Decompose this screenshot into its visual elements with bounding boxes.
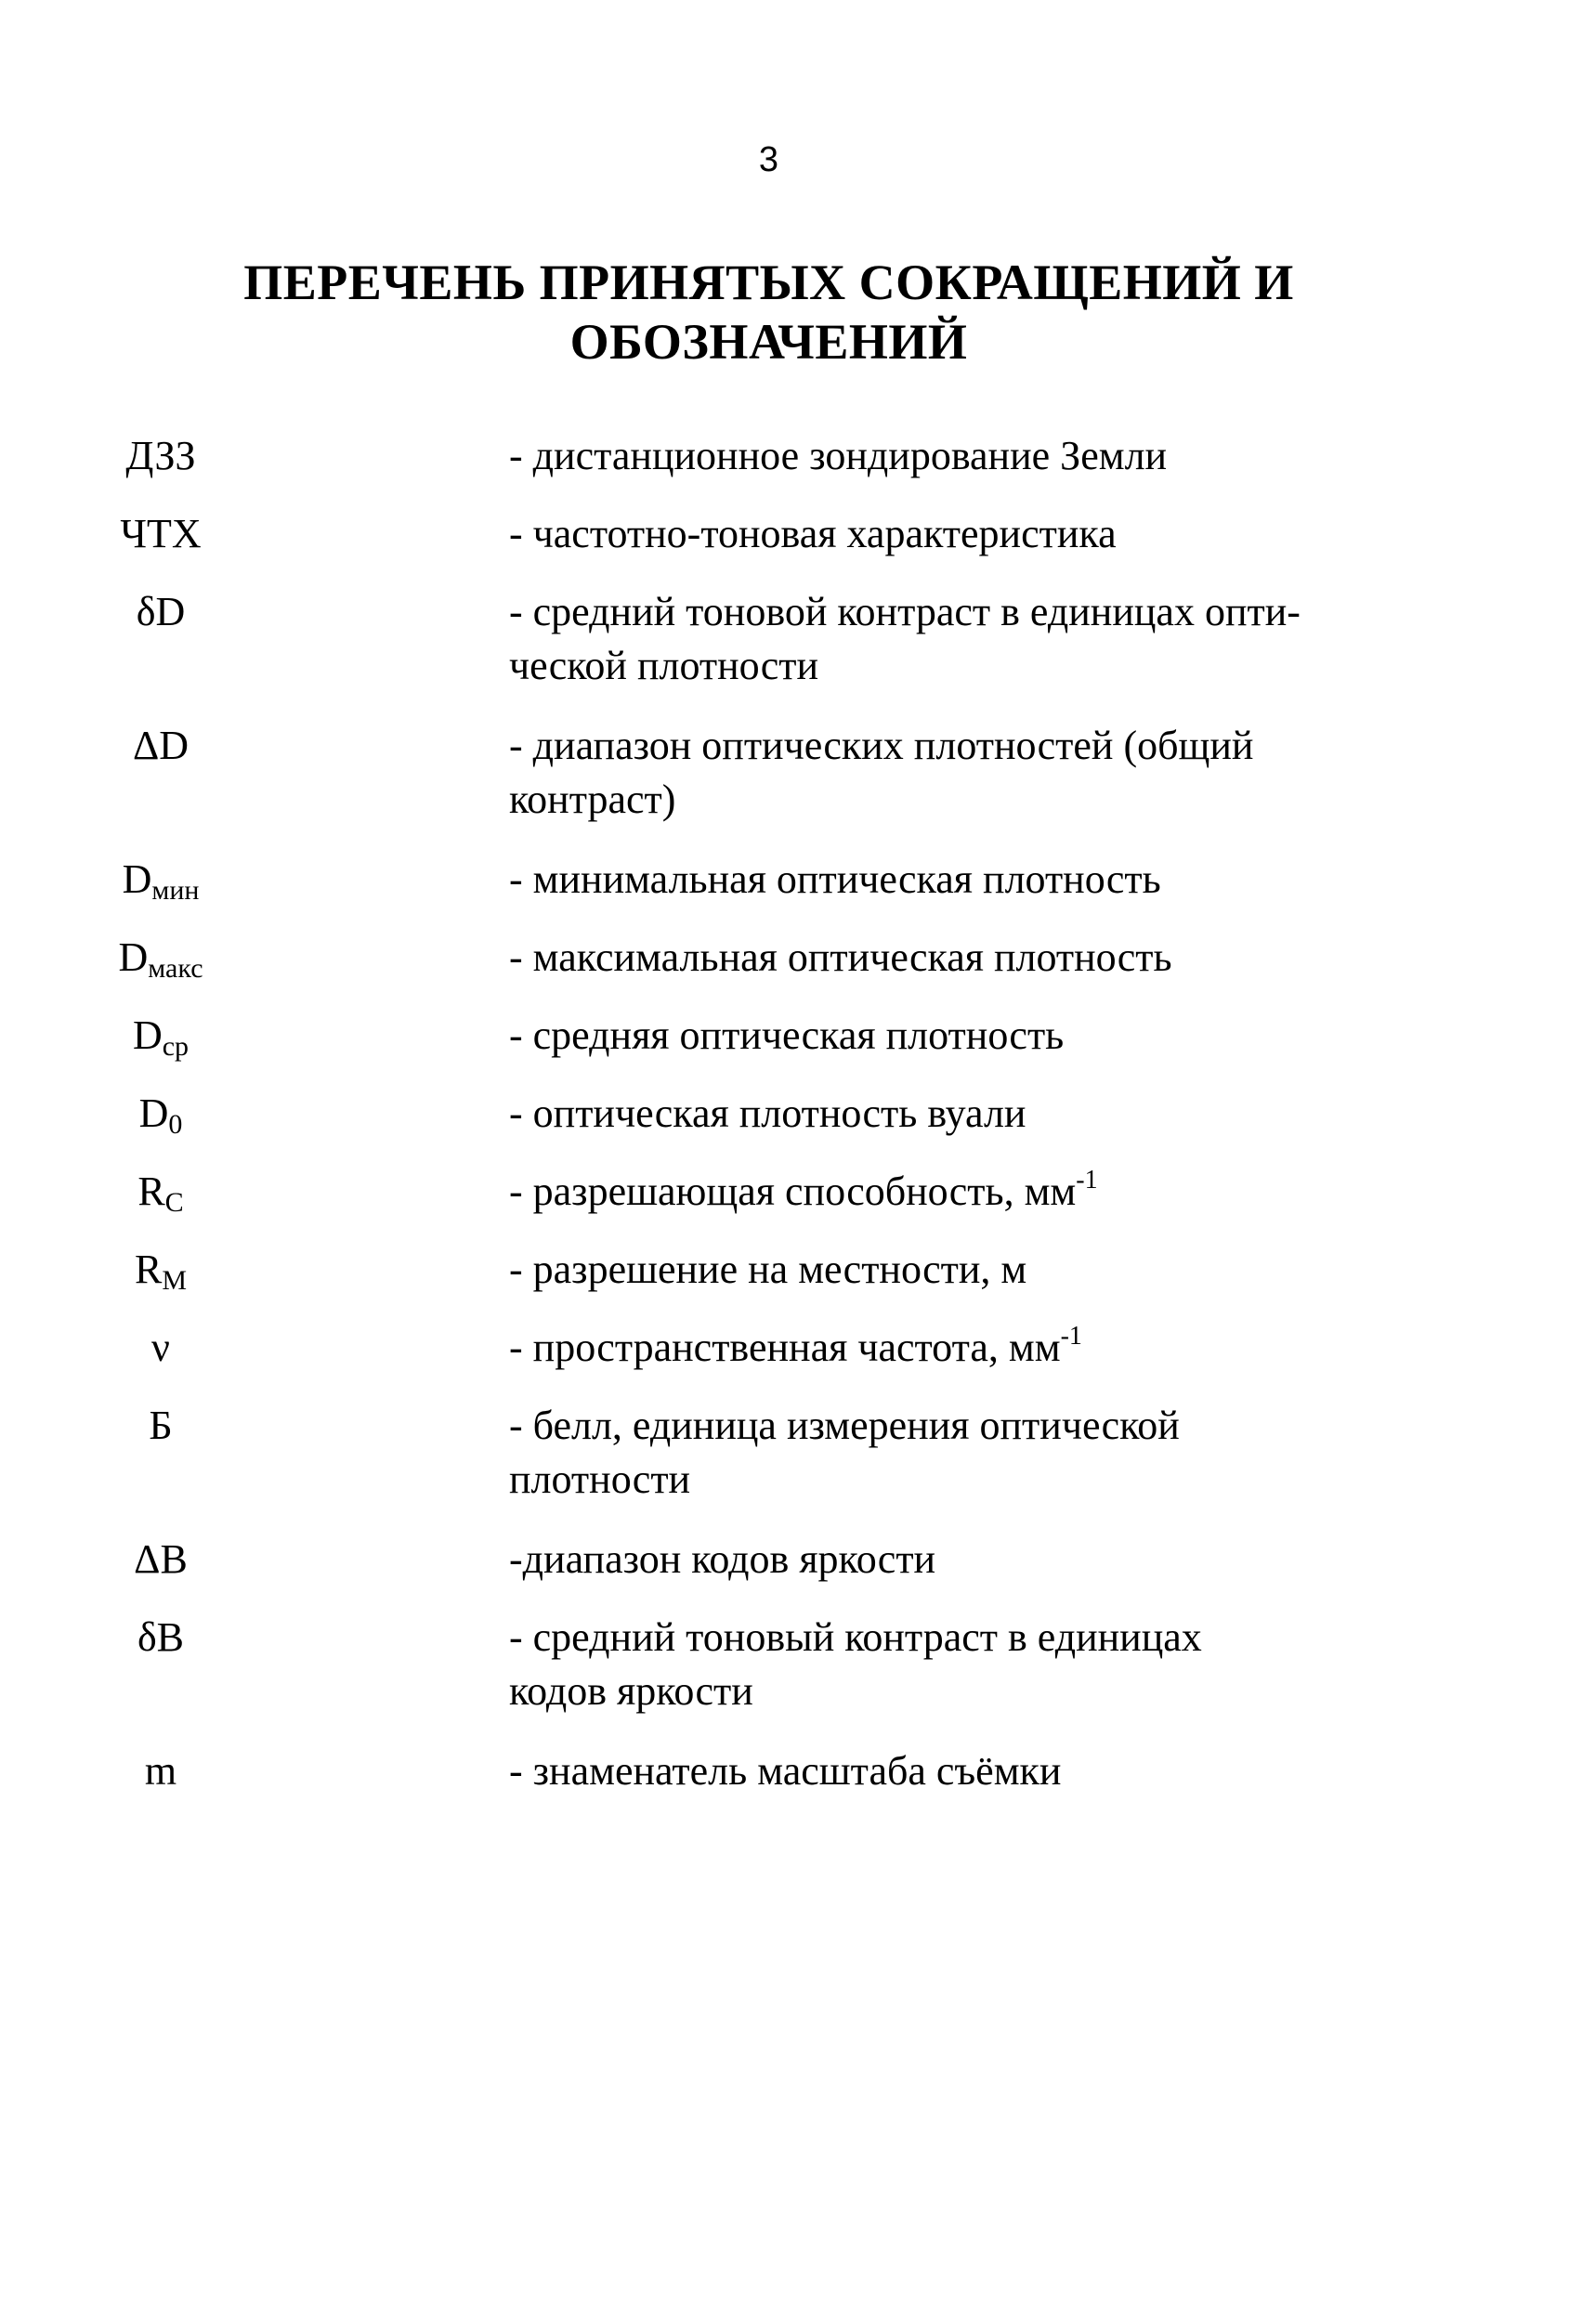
abbreviation-definition [509,429,1345,483]
definition-line: - знаменатель масштаба съёмки [509,1748,1062,1794]
term-text: ΔB [134,1536,188,1582]
abbreviation-term [0,1399,321,1453]
list-item [0,1243,1595,1297]
abbreviation-term [0,1611,321,1665]
definition-line: - белл, единица измерения оптической [509,1403,1180,1448]
list-item [0,1321,1595,1375]
list-item [0,1399,1595,1507]
abbreviation-term [0,1087,321,1141]
list-item [0,585,1595,693]
page-title-line-2: ОБОЗНАЧЕНИЙ [569,314,968,370]
list-item [0,1533,1595,1586]
list-item [0,931,1595,985]
definition-line: - средний тоновой контраст в единицах опти- [509,589,1301,634]
definition-line: контраст) [509,777,676,822]
definition-line: - диапазон оптических плотностей (общий [509,723,1254,768]
abbreviation-term [0,1533,321,1586]
term-subscript: C [164,1187,184,1218]
definition-line: кодов яркости [509,1668,753,1714]
abbreviation-definition [509,1087,1345,1141]
abbreviation-definition [509,1243,1345,1297]
abbreviation-definition [509,585,1345,693]
abbreviation-definition [509,853,1345,907]
list-item [0,1611,1595,1718]
abbreviation-definition [509,1611,1345,1718]
list-item [0,1165,1595,1219]
abbreviations-list [0,429,1595,1822]
abbreviation-definition [509,1165,1345,1219]
term-text: ΔD [132,723,190,768]
list-item [0,429,1595,483]
definition-line: -диапазон кодов яркости [509,1536,936,1582]
term-text: R [137,1169,165,1214]
definition-line: - частотно-тоновая характеристика [509,511,1117,556]
abbreviation-term [0,719,321,773]
list-item [0,719,1595,827]
abbreviation-definition [509,931,1345,985]
term-text: D [122,856,152,902]
definition-superscript: -1 [1076,1166,1098,1195]
definition-line: - разрешение на местности, м [509,1247,1027,1292]
abbreviation-term [0,585,321,639]
term-text: ЧТХ [120,511,202,556]
definition-text: - пространственная частота, мм [509,1325,1061,1370]
term-text: D [138,1090,169,1136]
definition-line: - дистанционное зондирование Земли [509,433,1168,478]
abbreviation-definition [509,719,1345,827]
term-subscript: M [162,1265,188,1296]
abbreviation-term [0,1243,321,1297]
term-subscript: мин [151,875,200,906]
abbreviation-term [0,853,321,907]
definition-line: плотности [509,1456,691,1502]
term-text: m [144,1748,177,1794]
term-text: D [132,1012,163,1058]
term-subscript: ср [162,1031,190,1062]
abbreviation-definition [509,1533,1345,1586]
abbreviation-term [0,429,321,483]
term-subscript: макс [148,953,203,984]
abbreviation-term [0,507,321,561]
definition-line: - максимальная оптическая плотность [509,934,1172,980]
page-title-line-1: ПЕРЕЧЕНЬ ПРИНЯТЫХ СОКРАЩЕНИЙ И [243,255,1294,310]
abbreviation-term [0,1009,321,1063]
abbreviation-term [0,931,321,985]
abbreviation-definition [509,507,1345,561]
list-item [0,1087,1595,1141]
term-text: R [134,1247,163,1292]
abbreviation-definition [509,1321,1345,1375]
definition-line: - средняя оптическая плотность [509,1012,1065,1058]
definition-line [509,1321,1345,1375]
definition-line [509,1165,1345,1219]
list-item [0,507,1595,561]
term-text: D [118,934,149,980]
definition-line: - минимальная оптическая плотность [509,856,1161,902]
definition-line: ческой плотности [509,643,819,688]
abbreviation-definition [509,1744,1345,1798]
term-text: δB [137,1614,185,1660]
abbreviation-definition [509,1009,1345,1063]
term-text: ν [151,1325,170,1370]
term-text: Б [149,1403,173,1448]
list-item [0,1744,1595,1798]
definition-line: - оптическая плотность вуали [509,1090,1026,1136]
definition-text: - разрешающая способность, мм [509,1169,1077,1214]
abbreviation-term [0,1744,321,1798]
list-item [0,853,1595,907]
list-item [0,1009,1595,1063]
definition-line: - средний тоновый контраст в единицах [509,1614,1202,1660]
abbreviation-term [0,1165,321,1219]
abbreviation-definition [509,1399,1345,1507]
term-text: δD [136,589,186,634]
page-title [0,253,1537,372]
definition-superscript: -1 [1060,1322,1082,1351]
page-number: 3 [758,140,779,179]
term-text: ДЗЗ [125,433,196,478]
term-subscript: 0 [168,1109,183,1140]
abbreviation-term [0,1321,321,1375]
